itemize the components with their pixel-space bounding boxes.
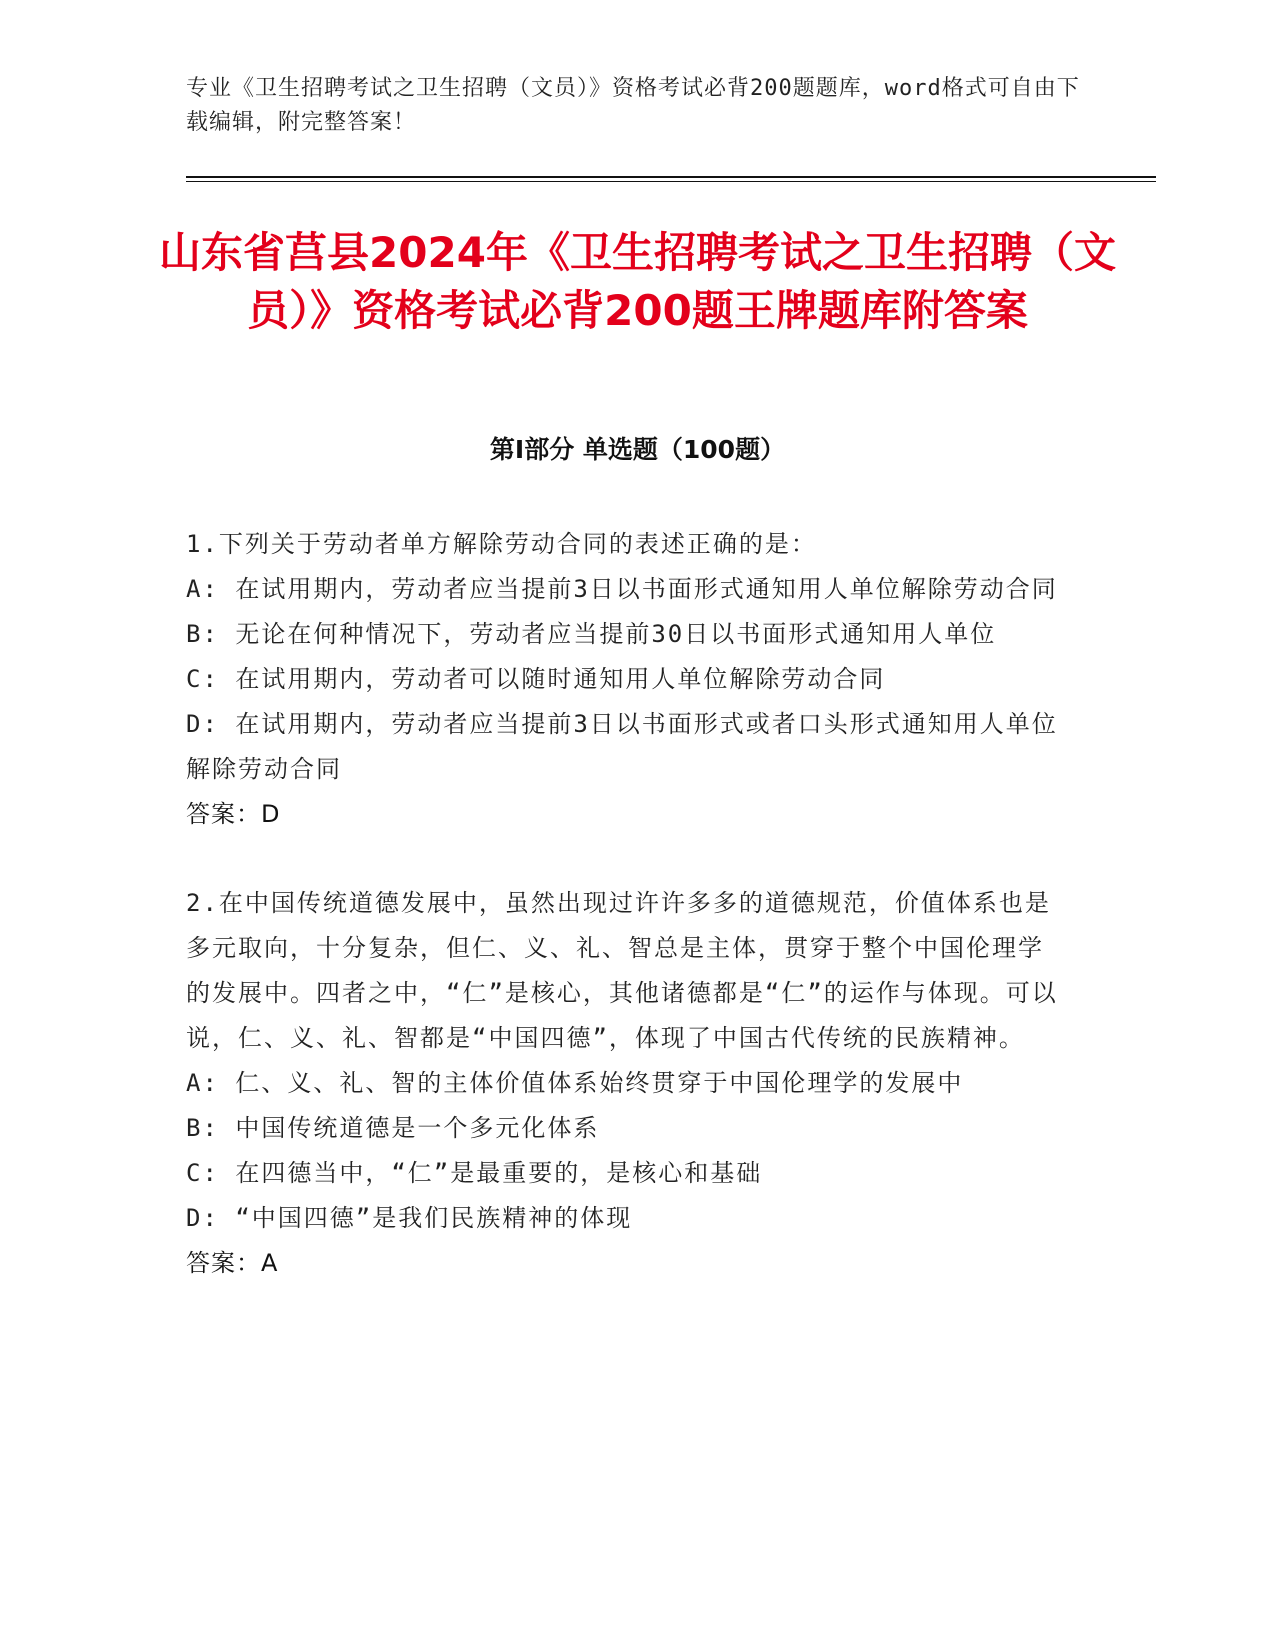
header-divider-thick [186, 176, 1156, 178]
header-note: 专业《卫生招聘考试之卫生招聘（文员）》资格考试必背200题题库，word格式可自由下载编辑，附完整答案！ [186, 76, 1080, 135]
option-c: C: 在四德当中，“仁”是最重要的，是核心和基础 [186, 1159, 763, 1187]
answer: 答案：A [186, 1249, 279, 1277]
option-d: D: 在试用期内，劳动者应当提前3日以书面形式或者口头形式通知用人单位解除劳动合同 [186, 710, 1058, 783]
header-divider-thin [186, 181, 1156, 182]
section-heading: 第Ⅰ部分 单选题（100题） [489, 435, 786, 464]
option-b: B: 中国传统道德是一个多元化体系 [186, 1114, 600, 1142]
question-list [186, 522, 1066, 1330]
option-a: A: 仁、义、礼、智的主体价值体系始终贯穿于中国伦理学的发展中 [186, 1069, 964, 1097]
document-title: 山东省莒县2024年《卫生招聘考试之卫生招聘（文员）》资格考试必背200题王牌题库附答案 [159, 228, 1116, 335]
question-2 [186, 881, 1066, 1286]
option-b: B: 无论在何种情况下，劳动者应当提前30日以书面形式通知用人单位 [186, 620, 997, 648]
question-stem: 1.下列关于劳动者单方解除劳动合同的表述正确的是： [186, 530, 817, 558]
option-a: A: 在试用期内，劳动者应当提前3日以书面形式通知用人单位解除劳动合同 [186, 575, 1058, 603]
answer: 答案：D [186, 800, 281, 828]
question-stem: 2.在中国传统道德发展中，虽然出现过许许多多的道德规范，价值体系也是多元取向，十分复杂，但仁、义、礼、智总是主体，贯穿于整个中国伦理学的发展中。四者之中，“仁”是核心，其他诸德都是“仁”的运作与体现。可以说，仁、义、礼、智都是“中国四德”，体现了中国古代传统的民族精神。 [186, 889, 1058, 1052]
option-c: C: 在试用期内，劳动者可以随时通知用人单位解除劳动合同 [186, 665, 886, 693]
question-1 [186, 522, 1066, 837]
option-d: D: “中国四德”是我们民族精神的体现 [186, 1204, 633, 1232]
